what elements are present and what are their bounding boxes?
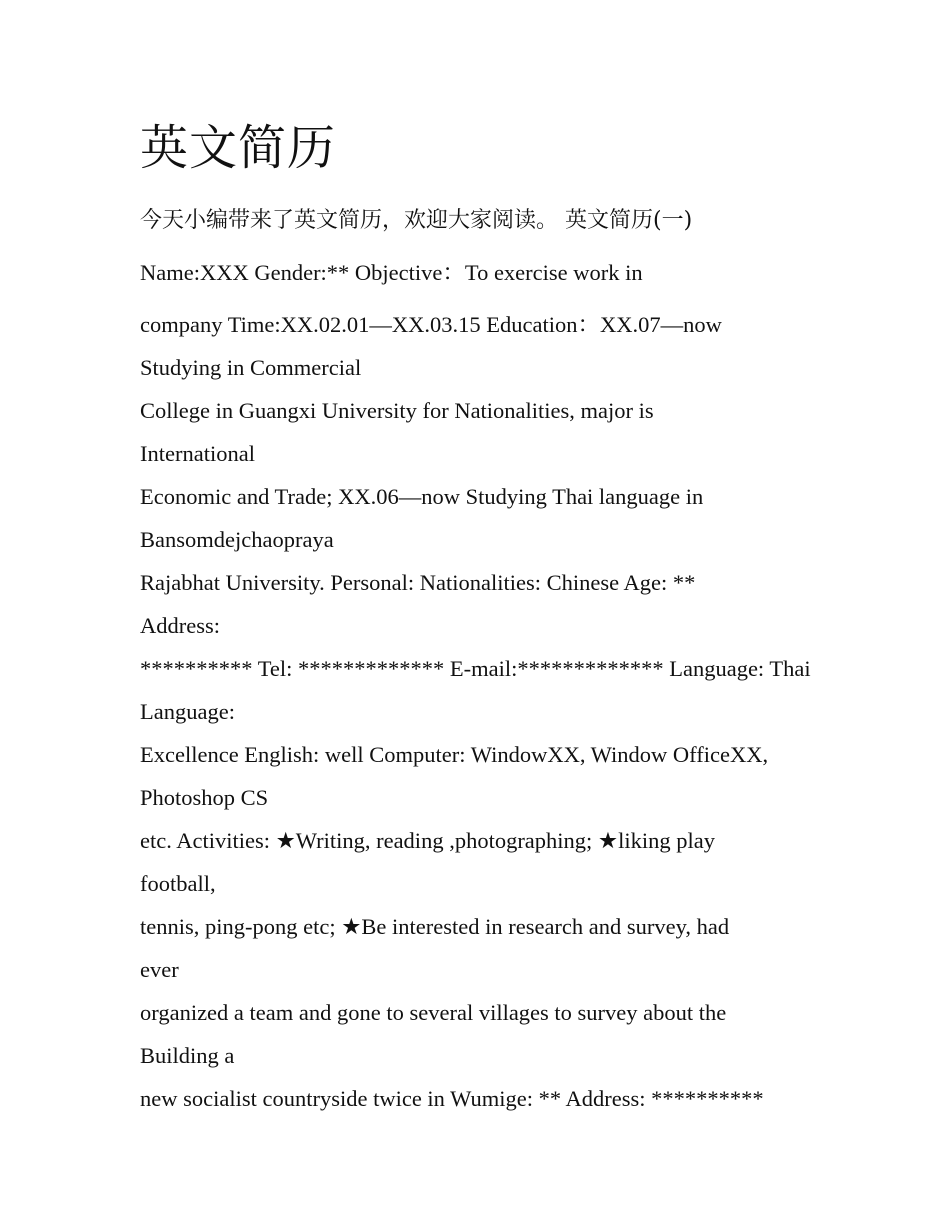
body-line: Studying in Commercial bbox=[140, 355, 362, 380]
body-line: ********** Tel: ************* E-mail:************* Language: Thai bbox=[140, 656, 811, 681]
body-line: Name:XXX Gender:** Objective：To exercise work in bbox=[140, 260, 643, 285]
body-line: Economic and Trade; XX.06—now Studying Thai language in bbox=[140, 484, 704, 509]
body-line: organized a team and gone to several villages to survey about the bbox=[140, 1000, 727, 1025]
body-line: International bbox=[140, 441, 255, 466]
body-line: Excellence English: well Computer: WindowXX, Window OfficeXX, bbox=[140, 742, 769, 767]
page-title: 英文简历 bbox=[140, 120, 337, 176]
body-line: football, bbox=[140, 871, 216, 896]
body-line: Building a bbox=[140, 1043, 235, 1068]
body-line: tennis, ping-pong etc; ★Be interested in research and survey, had bbox=[140, 914, 730, 939]
body-line: Rajabhat University. Personal: Nationalities: Chinese Age: ** bbox=[140, 570, 696, 595]
body-line: ever bbox=[140, 957, 179, 982]
body-line: company Time:XX.02.01—XX.03.15 Education：XX.07—now bbox=[140, 312, 722, 337]
body-line: Address: bbox=[140, 613, 220, 638]
body-line: etc. Activities: ★Writing, reading ,photographing; ★liking play bbox=[140, 828, 715, 853]
body-line: Bansomdejchaopraya bbox=[140, 527, 334, 552]
intro-paragraph: 今天小编带来了英文简历，欢迎大家阅读。 英文简历(一) bbox=[140, 208, 693, 233]
body-line: College in Guangxi University for Nationalities, major is bbox=[140, 398, 654, 423]
body-line: new socialist countryside twice in Wumige: ** Address: ********** bbox=[140, 1086, 764, 1111]
body-line: Language: bbox=[140, 699, 235, 724]
body-line: Photoshop CS bbox=[140, 785, 269, 810]
